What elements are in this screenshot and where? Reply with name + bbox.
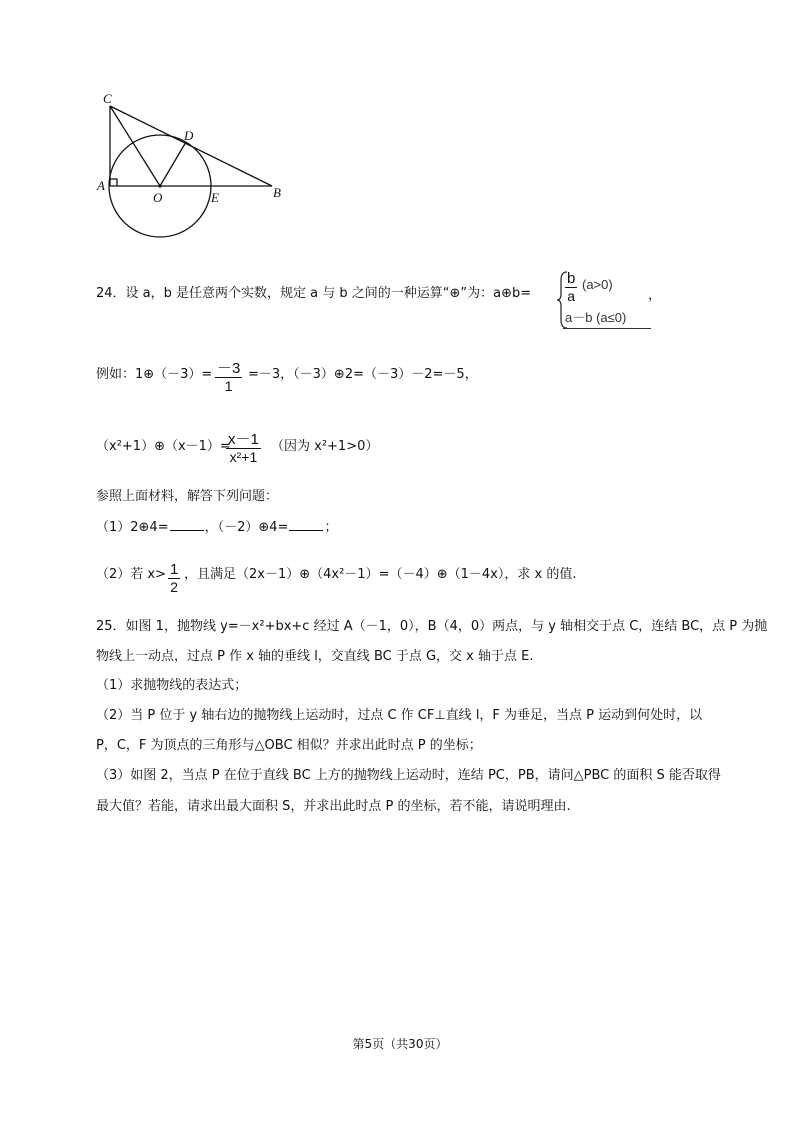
example2-lead: （x²+1）⊕（x－1）=: [96, 439, 231, 454]
example2-fraction: [226, 432, 261, 465]
q25-line6: （3）如图 2，当点 P 在位于直线 BC 上方的抛物线上运动时，连结 PC，PB，请问△PBC 的面积 S 能否取得: [96, 768, 721, 783]
piece1-numerator: b: [567, 270, 576, 287]
piece1-fraction: [565, 271, 577, 304]
piecewise-brace: [557, 270, 657, 330]
answer-blank-1[interactable]: [170, 518, 204, 531]
q24-ask: 参照上面材料，解答下列问题：: [96, 489, 279, 504]
q25-line7: 最大值？若能，请求出最大面积 S，并求出此时点 P 的坐标，若不能，请说明理由.: [96, 799, 571, 814]
q25-line2: 物线上一动点，过点 P 作 x 轴的垂线 l，交直线 BC 于点 G，交 x 轴于点 E.: [96, 649, 534, 664]
example1-denominator: 1: [224, 378, 233, 394]
label-c: C: [103, 91, 112, 106]
piece1-condition: (a>0): [582, 277, 613, 292]
part2-lead: （2）若 x>: [96, 567, 166, 582]
part2-fraction: [168, 562, 180, 595]
label-o: O: [153, 190, 163, 205]
q24-intro: 24．设 a，b 是任意两个实数，规定 a 与 b 之间的一种运算“⊕”为：a⊕b=: [96, 286, 532, 301]
right-angle-mark: [110, 179, 117, 186]
piece2-expression: a－b (a≤0): [565, 310, 627, 325]
part2-numerator: 1: [170, 561, 179, 578]
page-footer: 第5页（共30页）: [352, 1037, 448, 1051]
part1-lead: （1）2⊕4=: [96, 520, 169, 535]
part1-middle: ，（－2）⊕4=: [204, 520, 289, 535]
answer-blank-2[interactable]: [289, 518, 323, 531]
geometry-figure: [90, 90, 300, 250]
q25-line3: （1）求抛物线的表达式；: [96, 678, 248, 693]
q24-trailing-comma: ，: [648, 288, 662, 303]
example1-numerator: －3: [217, 360, 241, 377]
q25-line1: 25．如图 1，抛物线 y=－x²+bx+c 经过 A（－1，0），B（4，0）两点，与 y 轴相交于点 C，连结 BC，点 P 为抛: [96, 619, 768, 634]
part2-denominator: 2: [170, 579, 179, 595]
center-point-o: [158, 184, 161, 187]
example2-tail: （因为 x²+1>0）: [271, 439, 379, 454]
example2-denominator: x²+1: [229, 449, 258, 465]
label-a: A: [97, 178, 105, 193]
part1-end: ；: [324, 520, 338, 535]
q25-line5: P，C，F 为顶点的三角形与△OBC 相似？并求出此时点 P 的坐标；: [96, 738, 482, 753]
example1-tail: =－3，（－3）⊕2=（－3）－2=－5，: [248, 367, 478, 382]
example1-fraction: [215, 361, 242, 394]
segment-od: [160, 142, 186, 186]
example1-lead: 例如：1⊕（－3）=: [96, 367, 213, 382]
piece1-denominator: a: [567, 288, 576, 304]
label-d: D: [184, 128, 194, 143]
example2-numerator: x－1: [228, 431, 259, 448]
label-b: B: [273, 185, 281, 200]
part2-tail: ，且满足（2x－1）⊕（4x²－1）=（－4）⊕（1－4x），求 x 的值.: [184, 567, 577, 582]
q25-line4: （2）当 P 位于 y 轴右边的抛物线上运动时，过点 C 作 CF⊥直线 l，F 为垂足，当点 P 运动到何处时，以: [96, 708, 703, 723]
label-e: E: [211, 190, 219, 205]
q24-part1: [96, 518, 337, 537]
